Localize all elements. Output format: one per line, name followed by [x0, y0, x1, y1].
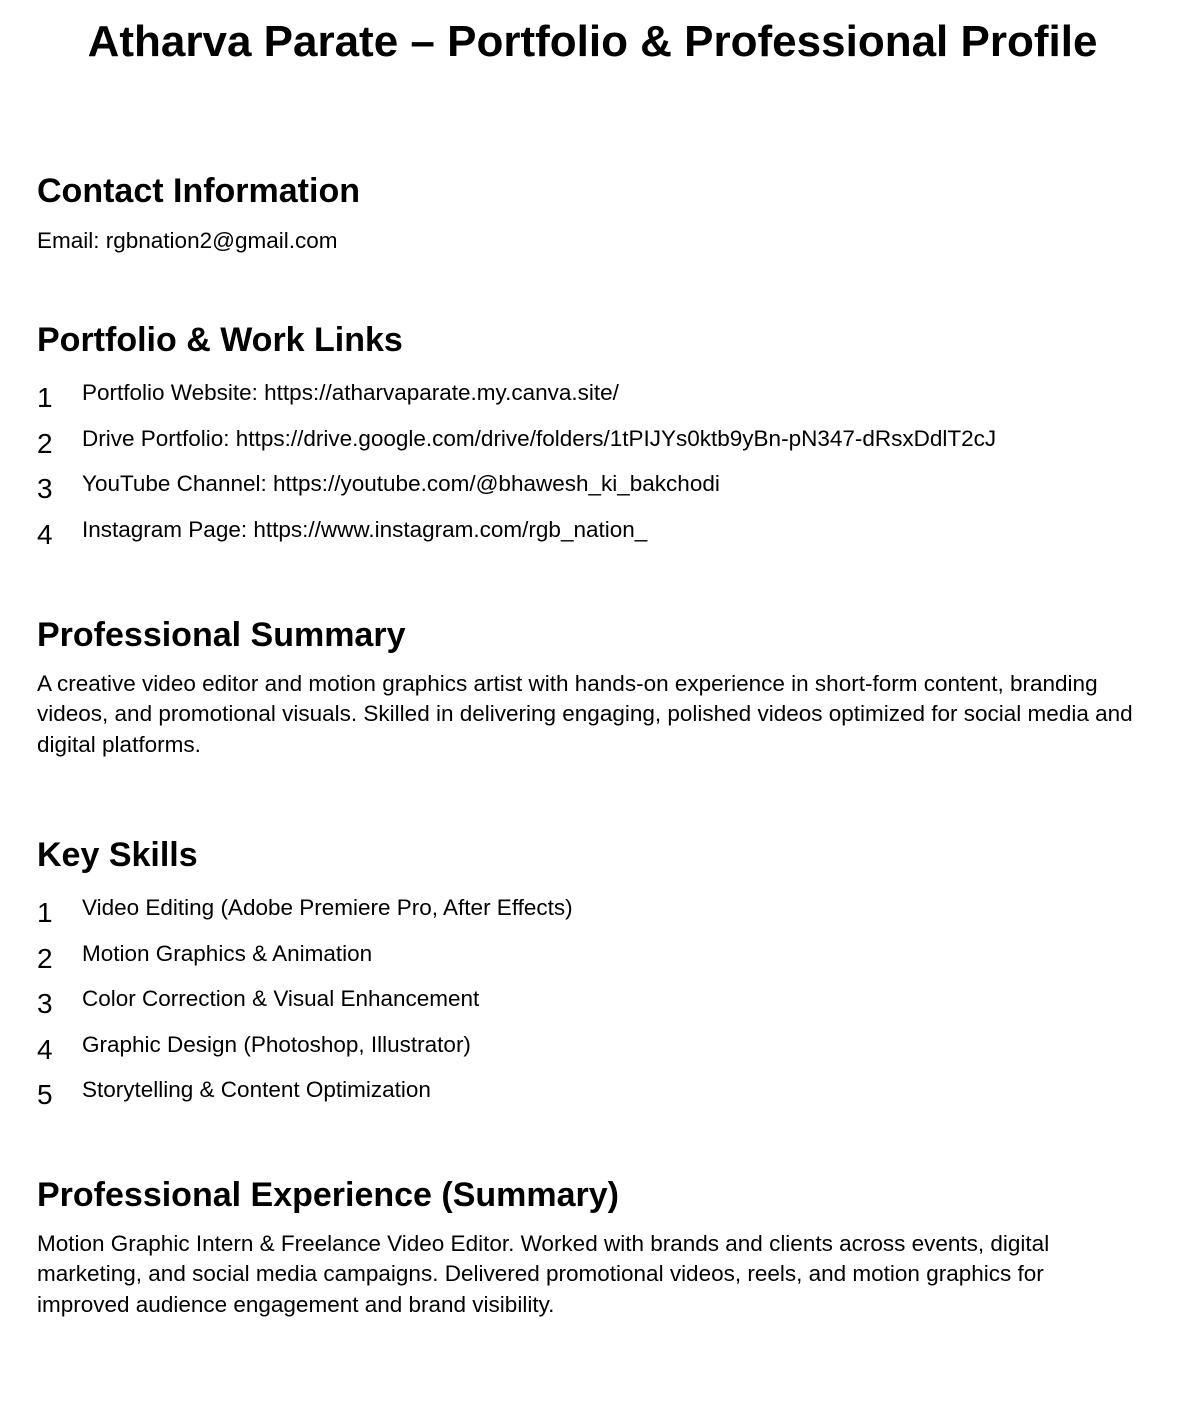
- skill-text: Motion Graphics & Animation: [82, 940, 373, 966]
- list-number: 2: [37, 427, 53, 459]
- list-item: [37, 1032, 1167, 1078]
- links-heading: Portfolio & Work Links: [37, 321, 403, 359]
- list-item: [37, 471, 1167, 517]
- experience-text: Motion Graphic Intern & Freelance Video Editor. Worked with brands and clients across events, digital marketing, and social media campaigns. Delivered promotional videos, reels, and motion graphics for improved audience engagement and brand visibility.: [37, 1231, 1050, 1317]
- list-number: 5: [37, 1079, 53, 1111]
- instagram-page-link[interactable]: Instagram Page: https://www.instagram.com/rgb_nation_: [82, 516, 648, 542]
- list-number: 4: [37, 518, 53, 550]
- skills-section: [37, 835, 1167, 1123]
- experience-section: [37, 1175, 1167, 1320]
- list-item: [37, 895, 1167, 941]
- document-title: Atharva Parate – Portfolio & Professional Profile: [87, 17, 1098, 66]
- summary-section: [37, 615, 1167, 760]
- skill-text: Video Editing (Adobe Premiere Pro, After Effects): [82, 895, 573, 920]
- skills-heading: Key Skills: [37, 836, 198, 874]
- list-item: [37, 1077, 1167, 1123]
- drive-portfolio-link[interactable]: Drive Portfolio: https://drive.google.com/drive/folders/1tPIJYs0ktb9yBn-pN347-dRsxDdlT2cJ: [82, 425, 997, 451]
- contact-section: [37, 171, 1167, 256]
- list-number: 4: [37, 1033, 53, 1065]
- skill-text: Storytelling & Content Optimization: [82, 1077, 431, 1103]
- youtube-channel-link[interactable]: YouTube Channel: https://youtube.com/@bhawesh_ki_bakchodi: [82, 471, 720, 497]
- list-item: [37, 941, 1167, 987]
- list-item: [37, 986, 1167, 1032]
- list-number: 3: [37, 473, 53, 505]
- summary-heading: Professional Summary: [37, 616, 406, 654]
- list-number: 1: [37, 382, 53, 413]
- skills-list: [37, 895, 1167, 1123]
- links-list: [37, 380, 1167, 562]
- list-item: [37, 426, 1167, 472]
- portfolio-website-link[interactable]: Portfolio Website: https://atharvaparate.my.canva.site/: [82, 380, 619, 405]
- skill-text: Color Correction & Visual Enhancement: [82, 986, 480, 1012]
- contact-email: Email: rgbnation2@gmail.com: [37, 228, 338, 253]
- experience-heading: Professional Experience (Summary): [37, 1176, 620, 1214]
- links-section: [37, 320, 1167, 562]
- list-item: [37, 517, 1167, 563]
- summary-text: A creative video editor and motion graphics artist with hands-on experience in short-form content, branding videos, and promotional visuals. Skilled in delivering engaging, polished videos optimized for social media and digital platforms.: [37, 671, 1133, 757]
- list-number: 3: [37, 988, 53, 1020]
- contact-heading: Contact Information: [37, 172, 360, 210]
- skill-text: Graphic Design (Photoshop, Illustrator): [82, 1031, 471, 1057]
- list-number: 1: [37, 897, 53, 928]
- list-item: [37, 380, 1167, 426]
- list-number: 2: [37, 942, 53, 974]
